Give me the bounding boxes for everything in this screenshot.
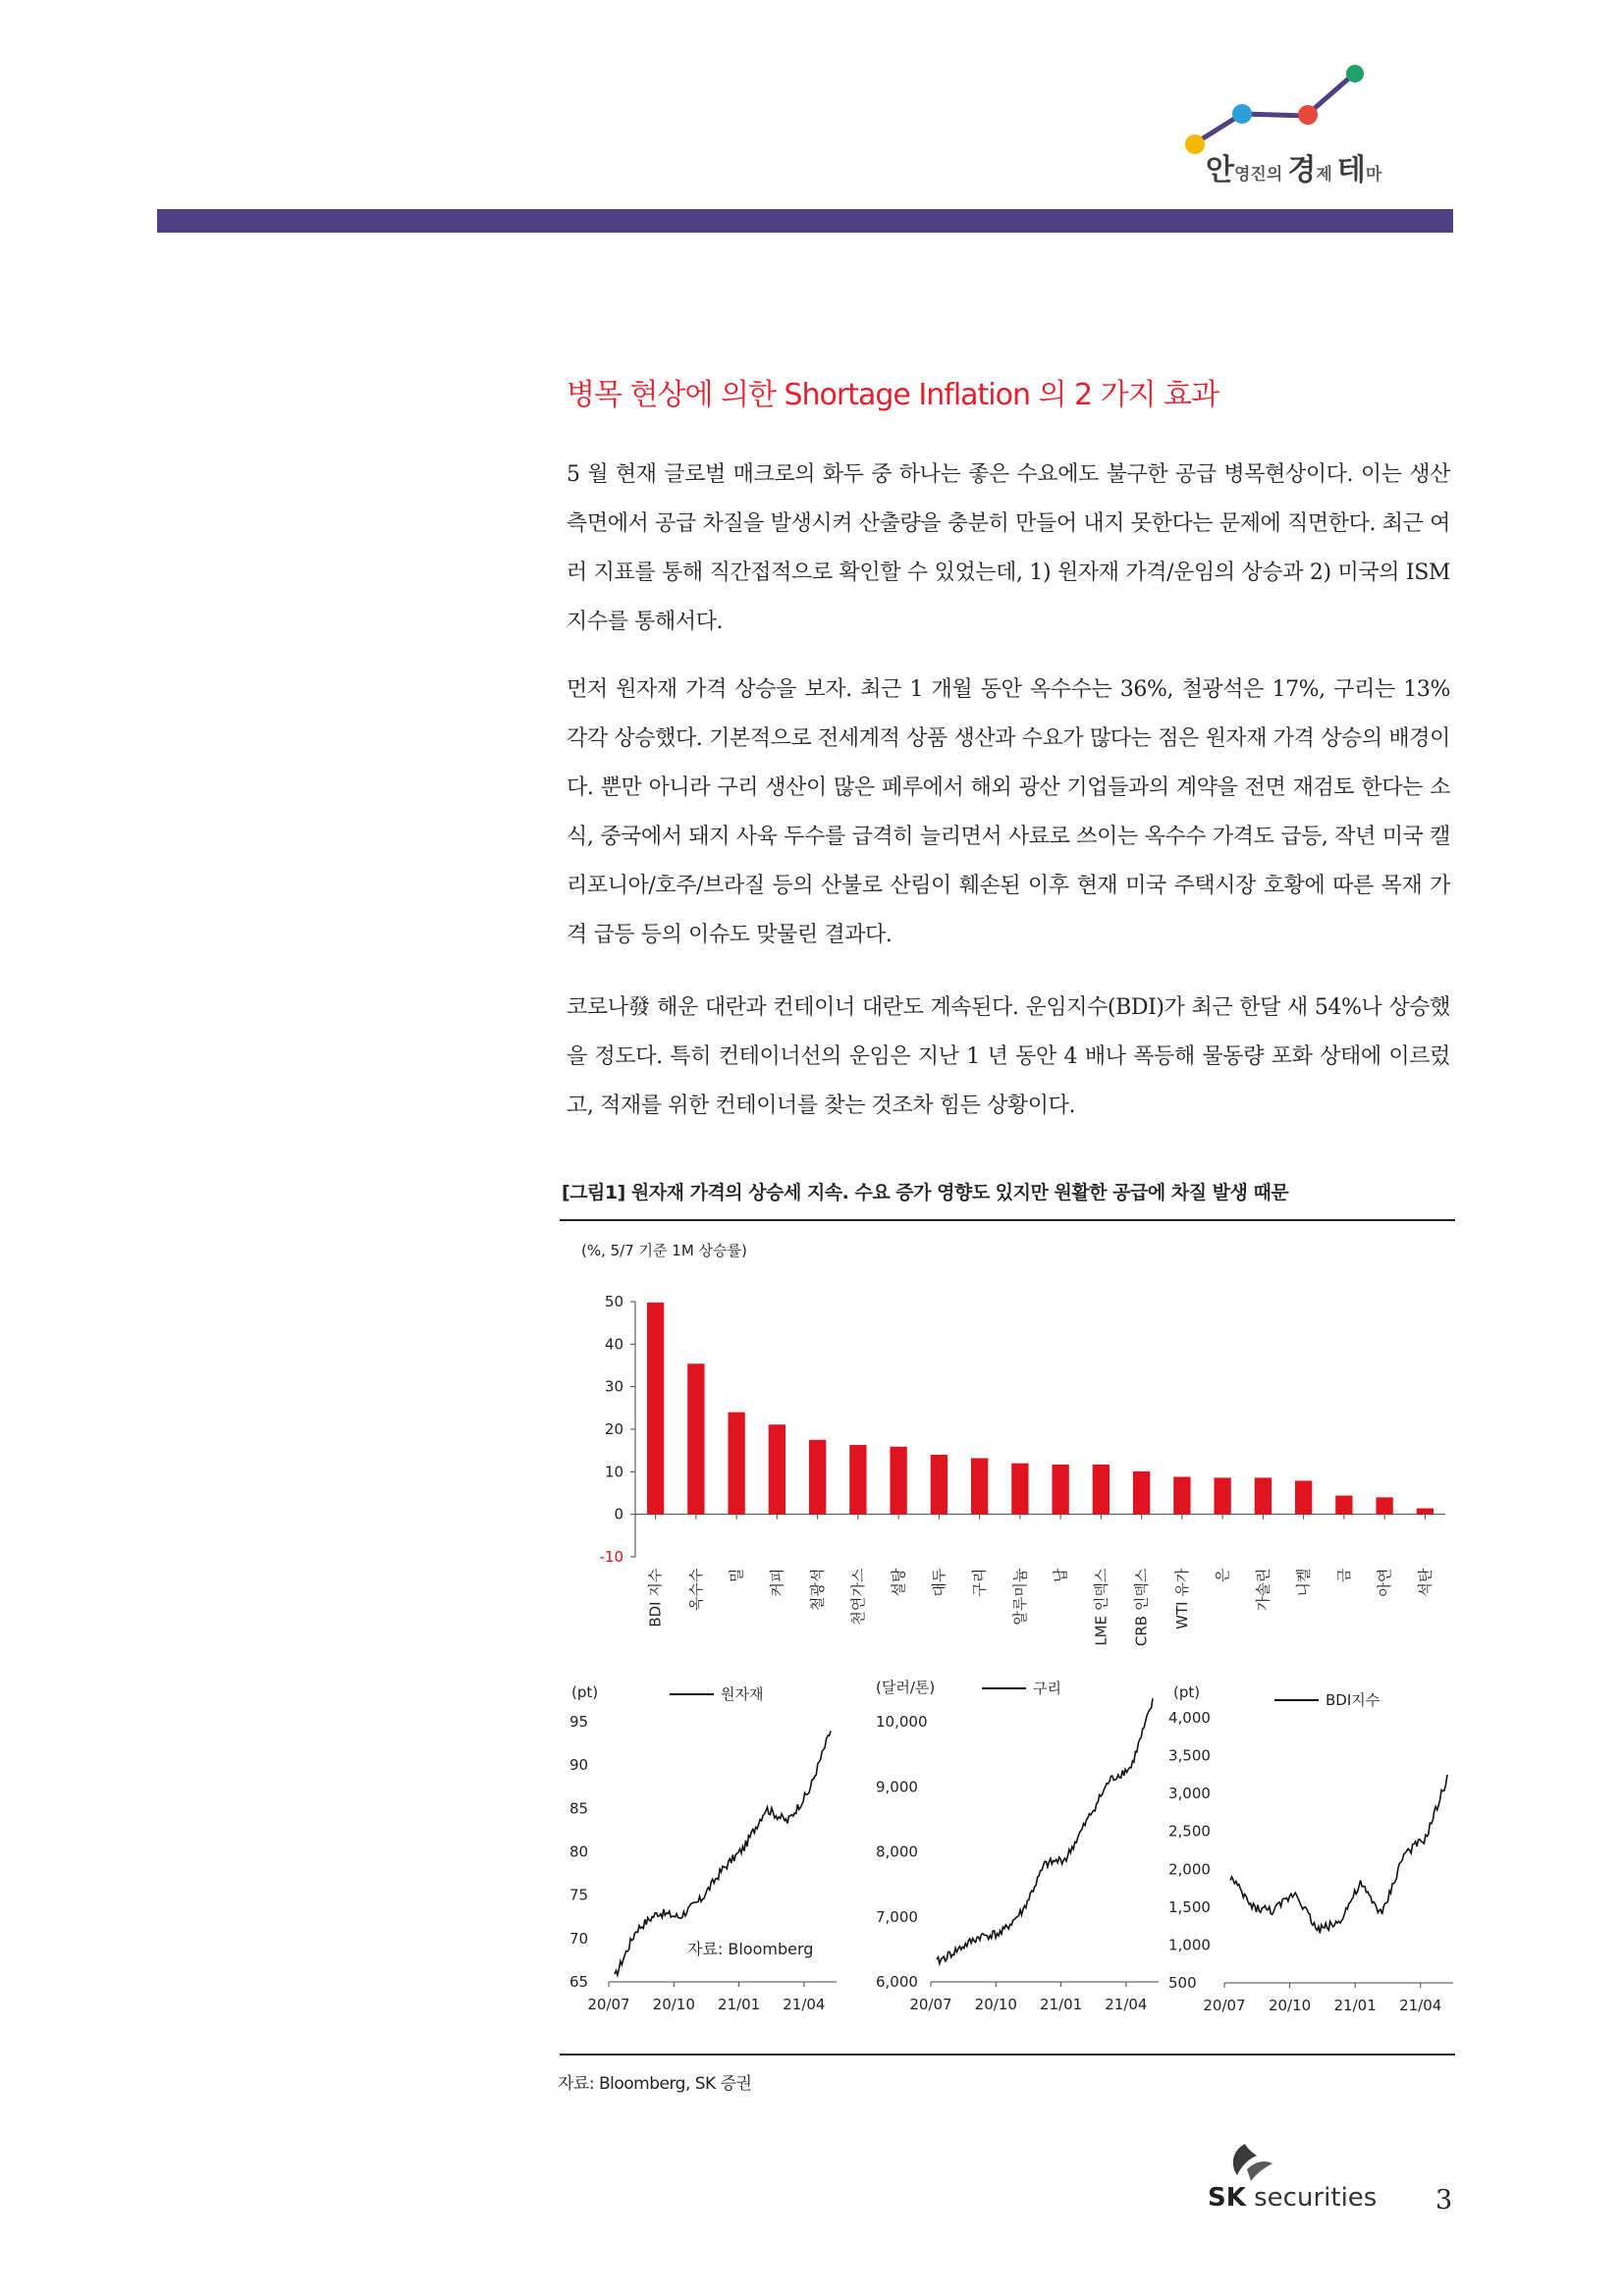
y-tick-label: 1,500 — [1168, 1897, 1211, 1916]
series-line — [1230, 1775, 1447, 1933]
x-tick-label: 21/04 — [783, 1996, 826, 2013]
bar-chart-unit-label: (%, 5/7 기준 1M 상승률) — [581, 1242, 747, 1259]
y-tick-label: 1,000 — [1168, 1936, 1211, 1954]
bar — [1255, 1477, 1272, 1514]
y-tick-label: 8,000 — [876, 1842, 918, 1861]
sk-butterfly-icon — [1208, 2140, 1276, 2185]
x-tick-label: 21/04 — [1105, 1996, 1148, 2013]
y-tick-label: 50 — [604, 1293, 623, 1310]
paragraph: 코로나發 해운 대란과 컨테이너 대란도 계속된다. 운임지수(BDI)가 최근 한달 새 54%나 상승했을 정도다. 특히 컨테이너선의 운임은 지난 1 년 동안 4 배나 폭등해 물동량 포화 상태에 이르렀고, 적재를 위한 컨테이너를 찾는 것조차 힘든 상황이다. — [567, 995, 1450, 1118]
y-tick-label: 500 — [1168, 1974, 1197, 1992]
category-label: 천연가스 — [848, 1568, 867, 1626]
figure-bottom-rule — [560, 2054, 1455, 2056]
category-label: 밀 — [728, 1568, 746, 1583]
figure-caption: [그림1] 원자재 가격의 상승세 지속. 수요 증가 영향도 있지만 원활한 공급에 차질 발생 때문 — [562, 1182, 1289, 1203]
series-line — [937, 1698, 1153, 1963]
logo-text — [1206, 145, 1381, 188]
line-chart-unit-label: (달러/톤) — [876, 1679, 936, 1696]
category-label: 대두 — [930, 1568, 948, 1597]
x-tick-label: 20/10 — [1268, 1997, 1312, 2014]
header-bar — [157, 209, 1453, 233]
bar — [1052, 1465, 1068, 1515]
bar — [1093, 1465, 1110, 1515]
y-tick-label: 30 — [604, 1377, 623, 1396]
section-title: 병목 현상에 의한 Shortage Inflation 의 2 가지 효과 — [567, 378, 1219, 412]
x-tick-label: 21/04 — [1399, 1997, 1442, 2014]
logo-char: 안 — [1206, 153, 1234, 187]
category-label: BDI 지수 — [646, 1568, 665, 1628]
y-tick-label: 4,000 — [1168, 1709, 1211, 1727]
bar — [769, 1424, 785, 1514]
bar — [1011, 1464, 1028, 1515]
category-label: 설탕 — [890, 1568, 908, 1597]
y-tick-label: 3,500 — [1168, 1746, 1211, 1765]
bar — [849, 1445, 866, 1515]
y-tick-label: 10,000 — [876, 1713, 928, 1731]
bar — [890, 1447, 906, 1515]
bar — [971, 1458, 988, 1514]
category-label: 알루미늄 — [1010, 1568, 1029, 1626]
category-label: LME 인덱스 — [1092, 1568, 1110, 1646]
y-tick-label: 10 — [604, 1463, 623, 1481]
x-tick-label: 20/07 — [909, 1996, 952, 2013]
bar — [1214, 1477, 1230, 1514]
y-tick-label: 3,000 — [1168, 1785, 1211, 1803]
footer-brand — [1208, 2183, 1377, 2213]
brand-sk: SK — [1208, 2183, 1246, 2213]
y-tick-label: 2,500 — [1168, 1822, 1211, 1841]
y-tick-label: 95 — [569, 1713, 589, 1731]
y-tick-label: 0 — [614, 1505, 623, 1523]
bar — [1376, 1497, 1392, 1514]
category-label: 은 — [1214, 1568, 1232, 1583]
y-tick-label: 9,000 — [876, 1778, 918, 1796]
legend-label: BDI지수 — [1326, 1691, 1380, 1709]
source-note: 자료: Bloomberg, SK 증권 — [558, 2074, 752, 2094]
y-tick-label: 70 — [569, 1929, 589, 1948]
legend-label: 구리 — [1033, 1680, 1061, 1697]
logo-small-text: 영진의 — [1233, 165, 1283, 185]
y-tick-label: 85 — [569, 1799, 589, 1818]
y-tick-label: 75 — [569, 1886, 589, 1904]
logo-small-text: 마 — [1365, 165, 1382, 185]
paragraph: 먼저 원자재 가격 상승을 보자. 최근 1 개월 동안 옥수수는 36%, 철광석은 17%, 구리는 13% 각각 상승했다. 기본적으로 전세계적 상품 생산과 수요가 많다는 점은 원자재 가격 상승의 배경이다. 뿐만 아니라 구리 생산이 많은 페루에서 해외 광산 기업들과의 계약을 전면 재검토 한다는 소식, 중국에서 돼지 사육 두수를 급격히 늘리면서 사료로 쓰이는 옥수수 가격도 급등, 작년 미국 캘리포니아/호주/브라질 등의 산불로 산림이 훼손된 이후 현재 미국 주택시장 호황에 따른 목재 가격 급등 등의 이슈도 맞물린 결과다. — [567, 677, 1450, 947]
figure-charts — [560, 1221, 1455, 2054]
brand-securities: securities — [1254, 2183, 1378, 2213]
x-tick-label: 21/01 — [717, 1996, 761, 2013]
chart-annotation: 자료: Bloomberg — [687, 1940, 814, 1958]
paragraph: 5 월 현재 글로벌 매크로의 화두 중 하나는 좋은 수요에도 불구한 공급 병목현상이다. 이는 생산 측면에서 공급 차질을 발생시켜 산출량을 충분히 만들어 내지 못한다는 문제에 직면한다. 최근 여러 지표를 통해 직간접적으로 확인할 수 있었는데, 1) 원자재 가격/운임의 상승과 2) 미국의 ISM 지수를 통해서다. — [567, 462, 1450, 634]
category-label: 옥수수 — [686, 1568, 705, 1612]
y-tick-label: 7,000 — [876, 1907, 918, 1926]
category-label: 석탄 — [1416, 1568, 1435, 1597]
y-tick-label: -10 — [599, 1548, 623, 1566]
bar — [1417, 1509, 1434, 1515]
y-tick-label: 65 — [569, 1973, 589, 1991]
bar — [809, 1440, 826, 1515]
category-label: 납 — [1052, 1568, 1070, 1583]
category-label: 니켈 — [1294, 1568, 1313, 1597]
category-label: 아연 — [1376, 1568, 1394, 1597]
legend-label: 원자재 — [721, 1685, 764, 1703]
category-label: 철광석 — [808, 1568, 827, 1612]
x-tick-label: 20/10 — [652, 1996, 695, 2013]
bar — [728, 1413, 744, 1515]
x-tick-label: 20/10 — [974, 1996, 1017, 2013]
x-tick-label: 20/07 — [587, 1996, 630, 2013]
bar — [687, 1363, 704, 1514]
logo-small-text: 제 — [1316, 165, 1332, 185]
y-tick-label: 2,000 — [1168, 1860, 1211, 1879]
x-tick-label: 20/07 — [1203, 1997, 1246, 2014]
bar — [1335, 1496, 1352, 1515]
x-tick-label: 21/01 — [1333, 1997, 1377, 2014]
page-number: 3 — [1435, 2185, 1453, 2216]
line-chart-unit-label: (pt) — [1173, 1683, 1201, 1701]
series-line — [615, 1731, 831, 1975]
y-tick-label: 20 — [604, 1420, 623, 1438]
bar — [1133, 1471, 1150, 1515]
line-chart-unit-label: (pt) — [571, 1683, 599, 1701]
category-label: 커피 — [768, 1568, 786, 1597]
y-tick-label: 80 — [569, 1842, 589, 1861]
y-tick-label: 40 — [604, 1335, 623, 1354]
logo-char: 테 — [1336, 153, 1366, 187]
logo-char: 경 — [1287, 153, 1317, 187]
bar — [1173, 1477, 1190, 1515]
category-label: WTI 유가 — [1172, 1568, 1191, 1629]
category-label: 금 — [1334, 1568, 1353, 1583]
category-label: 가솔린 — [1254, 1568, 1272, 1612]
bar — [647, 1303, 664, 1515]
x-tick-label: 21/01 — [1039, 1996, 1083, 2013]
category-label: 구리 — [970, 1568, 989, 1597]
bar — [931, 1455, 947, 1515]
y-tick-label: 90 — [569, 1756, 589, 1775]
bar — [1295, 1480, 1312, 1514]
y-tick-label: 6,000 — [876, 1973, 918, 1991]
category-label: CRB 인덱스 — [1132, 1568, 1151, 1647]
